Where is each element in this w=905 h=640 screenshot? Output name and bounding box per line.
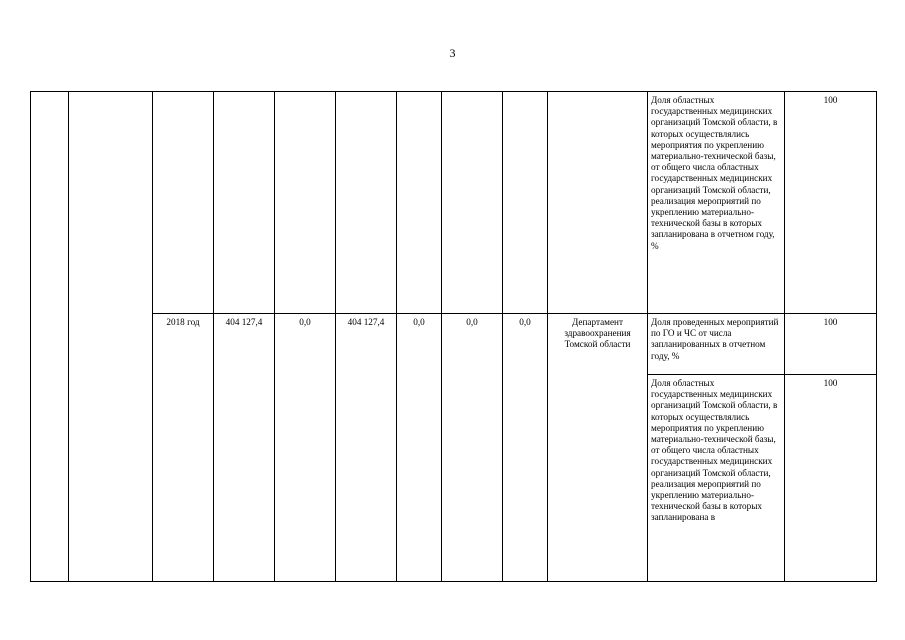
federal-cell: 0,0 [275, 314, 336, 582]
program-table [30, 91, 877, 582]
extra-cell-1: 0,0 [442, 314, 503, 582]
local-cell: 0,0 [397, 314, 442, 582]
page-number: 3 [449, 46, 456, 60]
total-cell: 404 127,4 [214, 314, 275, 582]
indicator-value-cell: 100 [785, 92, 877, 314]
regional-cell: 404 127,4 [336, 314, 397, 582]
indicator-value-cell: 100 [785, 314, 877, 375]
empty-cell [442, 92, 503, 314]
empty-cell [503, 92, 548, 314]
empty-cell [336, 92, 397, 314]
empty-cell [153, 92, 214, 314]
empty-cell [397, 92, 442, 314]
indicator-cell: Доля проведенных мероприятий по ГО и ЧС от числа запланированных в отчетном году, % [648, 314, 785, 375]
extra-cell-2: 0,0 [503, 314, 548, 582]
empty-cell [275, 92, 336, 314]
year-cell: 2018 год [153, 314, 214, 582]
empty-cell [548, 92, 648, 314]
indicator-cell: Доля областных государственных медицинских организаций Томской области, в которых осуществлялись мероприятия по укреплению материально-технической базы, от общего числа областных государственных медицинских организаций Томской области, реализация мероприятий по укреплению материально-технической базы в которых запланирована в отчетном году, % [648, 92, 785, 314]
indicator-value-cell: 100 [785, 375, 877, 582]
indicator-cell: Доля областных государственных медицинских организаций Томской области, в которых осуществлялись мероприятия по укреплению материально-технической базы, от общего числа областных государственных медицинских организаций Томской области, реализация мероприятий по укреплению материально-технической базы в которых запланирована в [648, 375, 785, 582]
empty-cell-number [31, 92, 69, 582]
executor-cell: Департамент здравоохранения Томской области [548, 314, 648, 582]
table-row [31, 314, 877, 375]
table-row [31, 92, 877, 314]
empty-cell [214, 92, 275, 314]
empty-cell-name [69, 92, 153, 582]
